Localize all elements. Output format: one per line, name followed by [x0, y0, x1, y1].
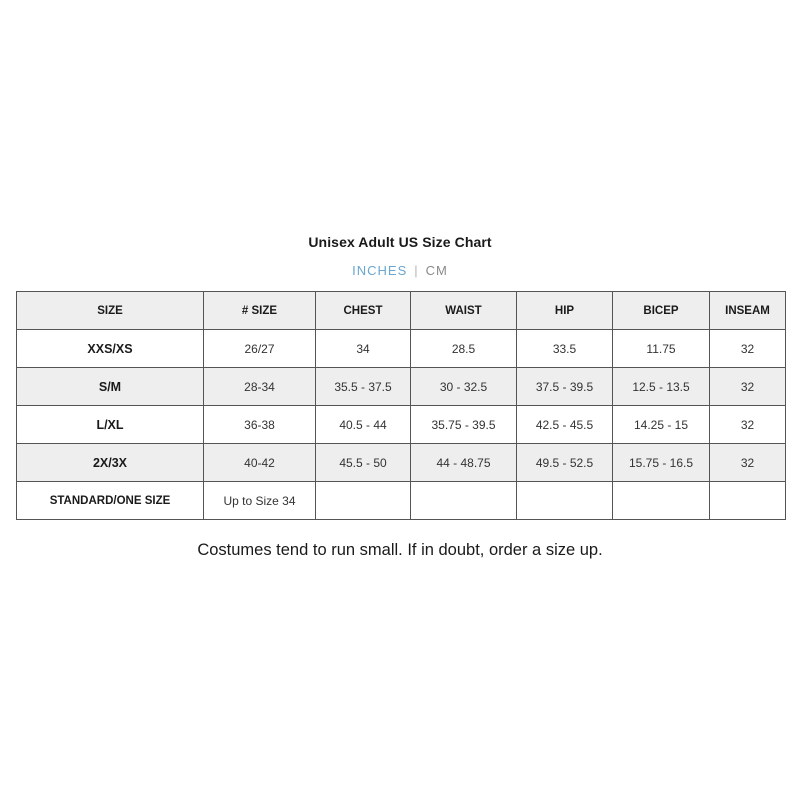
number-size-cell: 40-42	[204, 444, 316, 482]
waist-cell: 35.75 - 39.5	[411, 406, 517, 444]
table-row	[17, 444, 786, 482]
number-size-cell: 28-34	[204, 368, 316, 406]
inseam-cell: 32	[710, 406, 786, 444]
sizing-footnote: Costumes tend to run small. If in doubt, order a size up.	[197, 541, 603, 559]
chart-title: Unisex Adult US Size Chart	[308, 234, 492, 250]
number-size-cell: Up to Size 34	[204, 482, 316, 520]
hip-cell: 33.5	[517, 330, 613, 368]
waist-cell: 28.5	[411, 330, 517, 368]
hip-cell: 49.5 - 52.5	[517, 444, 613, 482]
bicep-cell: 12.5 - 13.5	[613, 368, 710, 406]
inseam-cell: 32	[710, 444, 786, 482]
header-size: SIZE	[17, 292, 204, 330]
bicep-cell: 14.25 - 15	[613, 406, 710, 444]
number-size-cell: 26/27	[204, 330, 316, 368]
size-cell: L/XL	[17, 406, 204, 444]
bicep-cell: 15.75 - 16.5	[613, 444, 710, 482]
header-inseam: INSEAM	[710, 292, 786, 330]
unit-inches-toggle[interactable]: INCHES	[352, 263, 408, 278]
size-cell: XXS/XS	[17, 330, 204, 368]
size-cell: 2X/3X	[17, 444, 204, 482]
table-row	[17, 368, 786, 406]
chest-cell: 45.5 - 50	[316, 444, 411, 482]
unit-separator: |	[414, 263, 419, 278]
size-cell: S/M	[17, 368, 204, 406]
hip-cell: 37.5 - 39.5	[517, 368, 613, 406]
table-row	[17, 482, 786, 520]
header-number-size: # SIZE	[204, 292, 316, 330]
hip-cell	[517, 482, 613, 520]
hip-cell: 42.5 - 45.5	[517, 406, 613, 444]
inseam-cell: 32	[710, 368, 786, 406]
table-header-row	[17, 292, 786, 330]
chest-cell	[316, 482, 411, 520]
header-chest: CHEST	[316, 292, 411, 330]
size-chart-table	[16, 291, 786, 520]
unit-cm-toggle[interactable]: CM	[425, 263, 448, 278]
waist-cell	[411, 482, 517, 520]
header-bicep: BICEP	[613, 292, 710, 330]
size-cell: STANDARD/ONE SIZE	[17, 482, 204, 520]
header-hip: HIP	[517, 292, 613, 330]
bicep-cell	[613, 482, 710, 520]
inseam-cell: 32	[710, 330, 786, 368]
chest-cell: 40.5 - 44	[316, 406, 411, 444]
number-size-cell: 36-38	[204, 406, 316, 444]
waist-cell: 44 - 48.75	[411, 444, 517, 482]
table-row	[17, 330, 786, 368]
waist-cell: 30 - 32.5	[411, 368, 517, 406]
inseam-cell	[710, 482, 786, 520]
table-row	[17, 406, 786, 444]
bicep-cell: 11.75	[613, 330, 710, 368]
chest-cell: 35.5 - 37.5	[316, 368, 411, 406]
chest-cell: 34	[316, 330, 411, 368]
unit-toggle	[0, 263, 800, 278]
header-waist: WAIST	[411, 292, 517, 330]
